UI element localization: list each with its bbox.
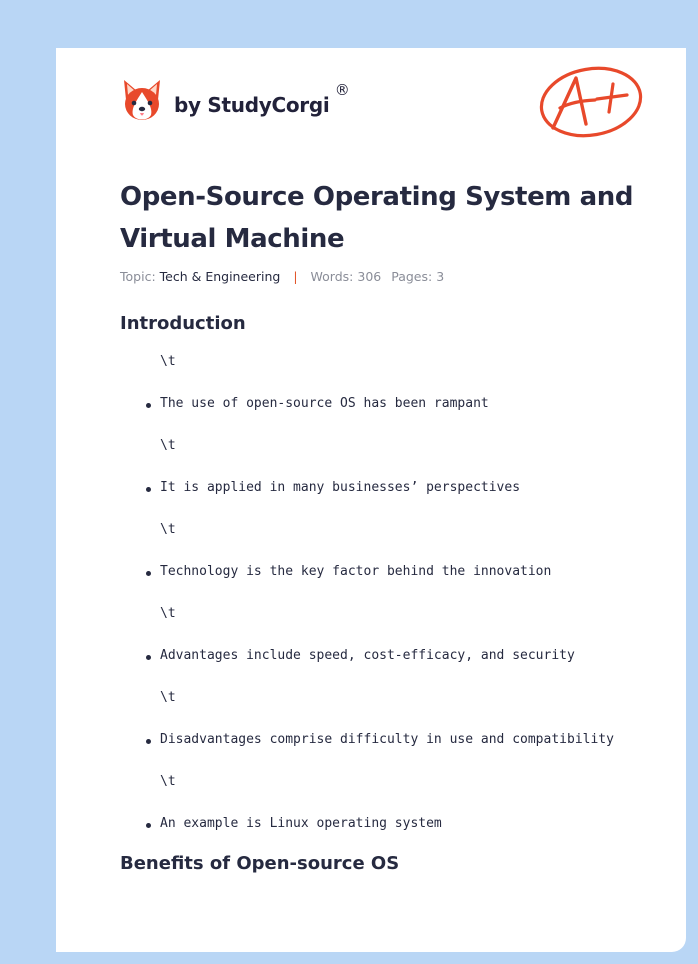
a-plus-grade-icon xyxy=(537,58,649,142)
list-item: Advantages include speed, cost-efficacy, and security xyxy=(160,648,575,663)
topic-label: Topic: xyxy=(120,269,156,284)
list-item: Disadvantages comprise difficulty in use and compatibility xyxy=(160,732,614,747)
words-label: Words: xyxy=(310,269,354,284)
meta-separator: | xyxy=(293,269,298,284)
registered-mark: ® xyxy=(334,81,350,99)
pages-value: 3 xyxy=(436,269,445,284)
document-meta xyxy=(120,269,444,284)
topic-value[interactable]: Tech & Engineering xyxy=(159,269,281,284)
section-heading-benefits: Benefits of Open-source OS xyxy=(120,853,400,874)
brand-header xyxy=(122,76,350,126)
document-title: Open-Source Operating System and Virtual Machine xyxy=(120,182,634,254)
section-heading-introduction: Introduction xyxy=(120,313,246,334)
corgi-logo-icon xyxy=(122,78,162,124)
brand-name: by StudyCorgi ® xyxy=(174,81,350,117)
document-page xyxy=(56,48,686,952)
list-item: The use of open-source OS has been rampant xyxy=(160,396,489,411)
tab-marker: \t xyxy=(160,690,176,705)
list-item: Technology is the key factor behind the innovation xyxy=(160,564,552,579)
list-item: It is applied in many businesses’ perspectives xyxy=(160,480,521,495)
tab-marker: \t xyxy=(160,522,176,537)
tab-marker: \t xyxy=(160,774,176,789)
list-item: An example is Linux operating system xyxy=(160,816,442,831)
words-value: 306 xyxy=(357,269,382,284)
pages-label: Pages: xyxy=(391,269,433,284)
tab-marker: \t xyxy=(160,438,176,453)
tab-marker: \t xyxy=(160,354,176,369)
tab-marker: \t xyxy=(160,606,176,621)
